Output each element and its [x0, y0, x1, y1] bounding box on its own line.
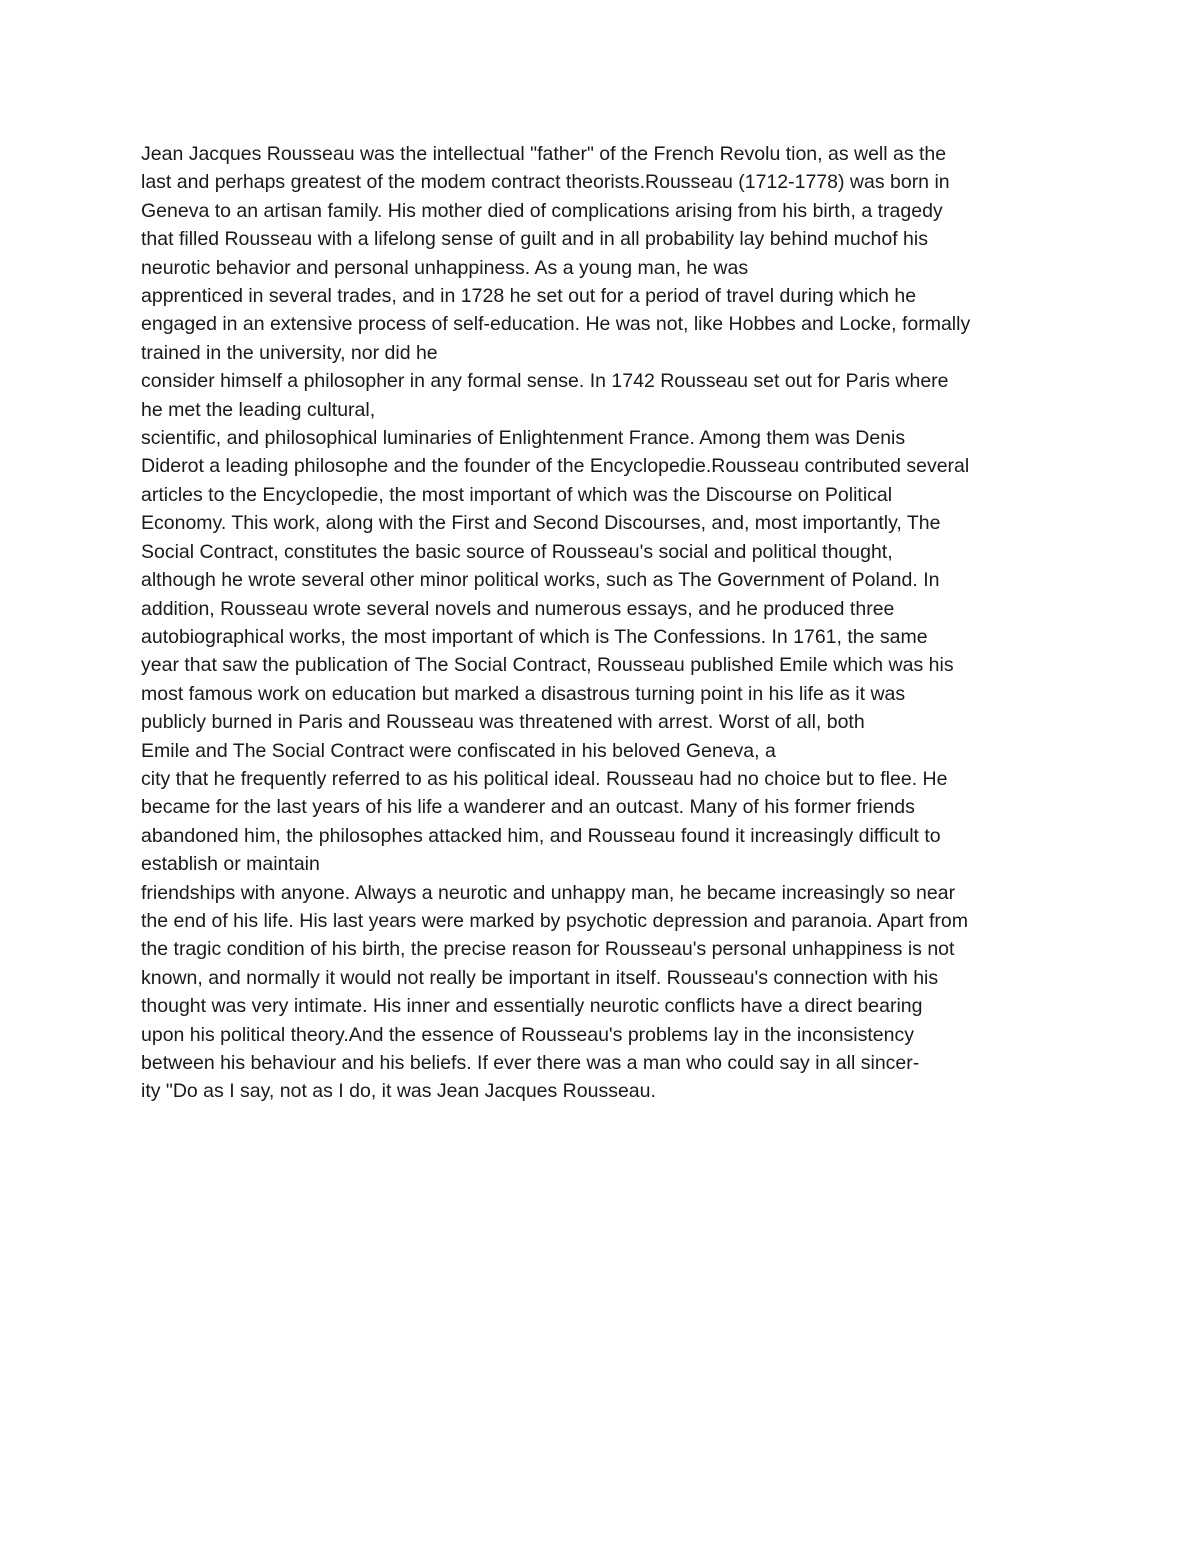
- text-line: year that saw the publication of The Social Contract, Rousseau published Emile which was his: [141, 654, 954, 677]
- text-line: that filled Rousseau with a lifelong sense of guilt and in all probability lay behind muchof his: [141, 228, 928, 251]
- text-line: abandoned him, the philosophes attacked him, and Rousseau found it increasingly difficult to: [141, 824, 941, 847]
- text-line: Economy. This work, along with the First and Second Discourses, and, most importantly, The: [141, 512, 941, 535]
- text-line: between his behaviour and his beliefs. If ever there was a man who could say in all sincer-: [141, 1052, 920, 1074]
- text-line: known, and normally it would not really be important in itself. Rousseau's connection with his: [141, 966, 939, 989]
- text-line: Jean Jacques Rousseau was the intellectual "father" of the French Revolu tion, as well as the: [141, 143, 947, 165]
- text-line: neurotic behavior and personal unhappiness. As a young man, he was: [141, 256, 749, 279]
- text-line: autobiographical works, the most important of which is The Confessions. In 1761, the same: [141, 625, 928, 648]
- text-line: ity "Do as I say, not as I do, it was Jean Jacques Rousseau.: [141, 1080, 656, 1103]
- text-line: city that he frequently referred to as his political ideal. Rousseau had no choice but to flee. He: [141, 767, 948, 790]
- text-line: publicly burned in Paris and Rousseau was threatened with arrest. Worst of all, both: [141, 711, 865, 734]
- text-line: establish or maintain: [141, 853, 320, 876]
- text-line: became for the last years of his life a wanderer and an outcast. Many of his former friends: [141, 796, 915, 819]
- text-line: the tragic condition of his birth, the precise reason for Rousseau's personal unhappiness is not: [141, 938, 955, 961]
- text-line: Geneva to an artisan family. His mother died of complications arising from his birth, a tragedy: [141, 199, 943, 222]
- text-line: consider himself a philosopher in any formal sense. In 1742 Rousseau set out for Paris where: [141, 370, 949, 393]
- text-line: Emile and The Social Contract were confiscated in his beloved Geneva, a: [141, 739, 776, 762]
- text-line: although he wrote several other minor political works, such as The Government of Poland. In: [141, 569, 940, 592]
- text-line: Diderot a leading philosophe and the founder of the Encyclopedie.Rousseau contributed several: [141, 455, 970, 478]
- text-line: thought was very intimate. His inner and essentially neurotic conflicts have a direct bearing: [141, 995, 923, 1018]
- text-line: addition, Rousseau wrote several novels and numerous essays, and he produced three: [141, 597, 895, 620]
- text-line: most famous work on education but marked a disastrous turning point in his life as it was: [141, 682, 906, 705]
- text-line: apprenticed in several trades, and in 1728 he set out for a period of travel during which he: [141, 285, 917, 308]
- text-line: trained in the university, nor did he: [141, 341, 438, 364]
- text-line: upon his political theory.And the essence of Rousseau's problems lay in the inconsistency: [141, 1023, 914, 1046]
- text-line: Social Contract, constitutes the basic source of Rousseau's social and political thought,: [141, 540, 893, 563]
- text-line: articles to the Encyclopedie, the most important of which was the Discourse on Political: [141, 483, 893, 506]
- text-line: the end of his life. His last years were marked by psychotic depression and paranoia. Apart from: [141, 909, 968, 932]
- text-line: last and perhaps greatest of the modem contract theorists.Rousseau (1712-1778) was born in: [141, 171, 950, 194]
- text-line: engaged in an extensive process of self-education. He was not, like Hobbes and Locke, formally: [141, 313, 971, 336]
- text-line: he met the leading cultural,: [141, 398, 376, 421]
- text-line: scientific, and philosophical luminaries of Enlightenment France. Among them was Denis: [141, 427, 906, 450]
- body-text: [141, 140, 1091, 1106]
- text-line: friendships with anyone. Always a neurotic and unhappy man, he became increasingly so near: [141, 881, 956, 904]
